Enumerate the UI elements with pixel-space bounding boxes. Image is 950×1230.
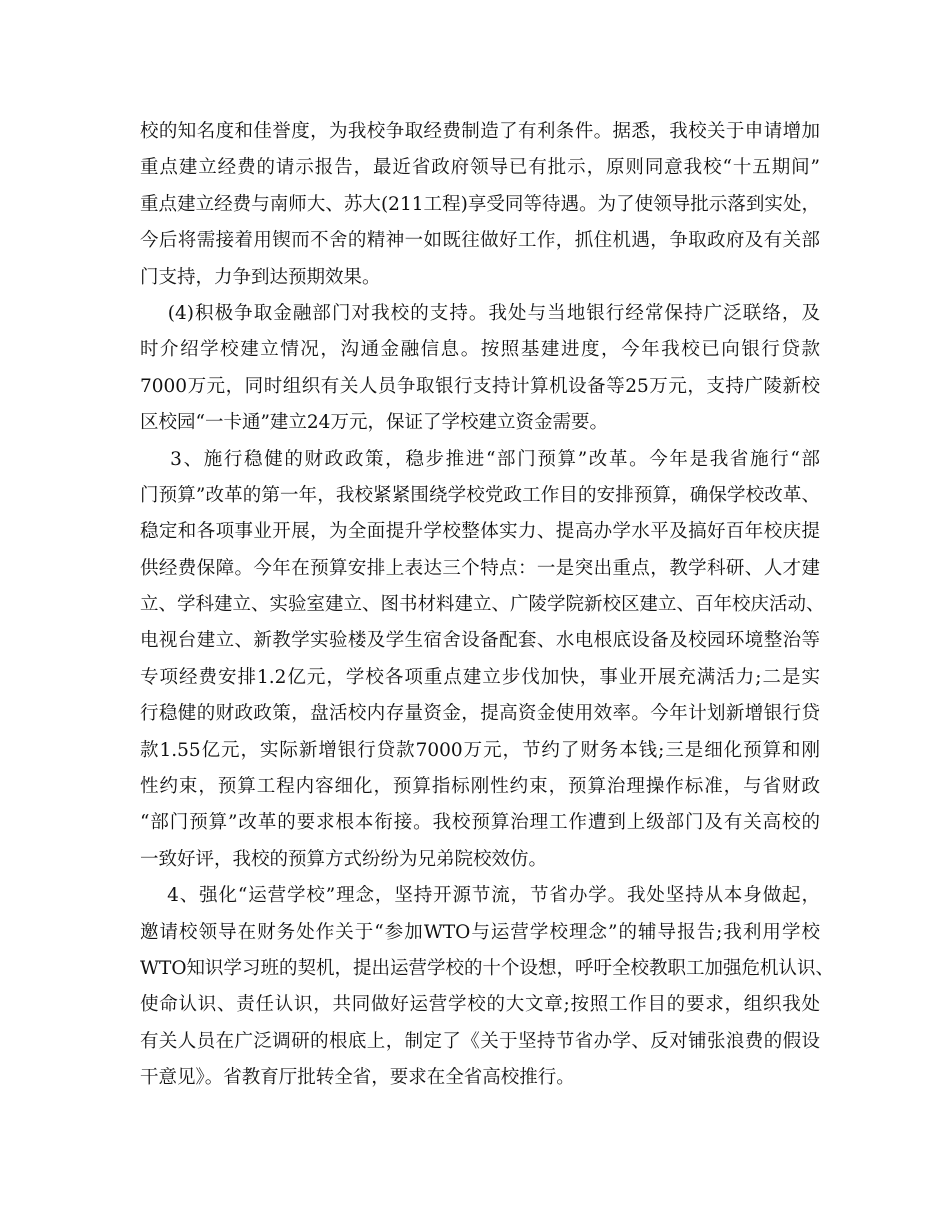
body-text-line: 专项经费安排1.2亿元，学校各项重点建立步伐加快，事业开展充满活力;二是实 bbox=[140, 666, 820, 688]
body-text-line: WTO知识学习班的契机，提出运营学校的十个设想，呼吁全校教职工加强危机认识、 bbox=[140, 957, 835, 979]
document-body bbox=[140, 114, 835, 1097]
body-text-line: 稳定和各项事业开展，为全面提升学校整体实力、提高办学水平及搞好百年校庆提 bbox=[140, 521, 820, 543]
body-text-line: 邀请校领导在财务处作关于“参加WTO与运营学校理念”的辅导报告;我利用学校 bbox=[140, 921, 820, 943]
body-text-line: 干意见》。省教育厅批转全省，要求在全省高校推行。 bbox=[140, 1067, 575, 1089]
body-text-line: 性约束，预算工程内容细化，预算指标刚性约束，预算治理操作标准，与省财政 bbox=[140, 776, 820, 798]
body-text-line: 3、施行稳健的财政政策，稳步推进“部门预算”改革。今年是我省施行“部 bbox=[140, 448, 820, 470]
body-text-line: 一致好评，我校的预算方式纷纷为兄弟院校效仿。 bbox=[140, 848, 548, 870]
body-text-line: 今后将需接着用锲而不舍的精神一如既往做好工作，抓住机遇，争取政府及有关部 bbox=[140, 230, 820, 252]
body-text-line: 立、学科建立、实验室建立、图书材料建立、广陵学院新校区建立、百年校庆活动、 bbox=[140, 594, 825, 616]
body-text-line: 4、强化“运营学校”理念，坚持开源节流，节省办学。我处坚持从本身做起， bbox=[140, 885, 820, 907]
body-text-line: 区校园“一卡通”建立24万元，保证了学校建立资金需要。 bbox=[140, 412, 608, 434]
body-text-line: 行稳健的财政政策，盘活校内存量资金，提高资金使用效率。今年计划新增银行贷 bbox=[140, 703, 820, 725]
body-text-line: 供经费保障。今年在预算安排上表达三个特点：一是突出重点，教学科研、人才建 bbox=[140, 557, 820, 579]
body-text-line: 7000万元，同时组织有关人员争取银行支持计算机设备等25万元，支持广陵新校 bbox=[140, 375, 820, 397]
body-text-line: (4)积极争取金融部门对我校的支持。我处与当地银行经常保持广泛联络，及 bbox=[140, 302, 820, 324]
body-text-line: 门支持，力争到达预期效果。 bbox=[140, 266, 381, 288]
body-text-line: 重点建立经费与南师大、苏大(211工程)享受同等待遇。为了使领导批示落到实处， bbox=[140, 193, 820, 215]
body-text-line: 款1.55亿元，实际新增银行贷款7000万元，节约了财务本钱;三是细化预算和刚 bbox=[140, 739, 820, 761]
body-text-line: 使命认识、责任认识，共同做好运营学校的大文章;按照工作目的要求，组织我处 bbox=[140, 994, 820, 1016]
body-text-line: 校的知名度和佳誉度，为我校争取经费制造了有利条件。据悉，我校关于申请增加 bbox=[140, 121, 820, 142]
body-text-line: 电视台建立、新教学实验楼及学生宿舍设备配套、水电根底设备及校园环境整治等 bbox=[140, 630, 820, 652]
body-text-line: 门预算”改革的第一年，我校紧紧围绕学校党政工作目的安排预算，确保学校改革、 bbox=[140, 484, 820, 506]
body-text-line: 有关人员在广泛调研的根底上，制定了《关于坚持节省办学、反对铺张浪费的假设 bbox=[140, 1030, 820, 1052]
body-text-line: 重点建立经费的请示报告，最近省政府领导已有批示，原则同意我校“十五期间” bbox=[140, 157, 820, 179]
body-text-line: “部门预算”改革的要求根本衔接。我校预算治理工作遭到上级部门及有关高校的 bbox=[140, 812, 820, 834]
body-text-line: 时介绍学校建立情况，沟通金融信息。按照基建进度，今年我校已向银行贷款 bbox=[140, 339, 820, 361]
